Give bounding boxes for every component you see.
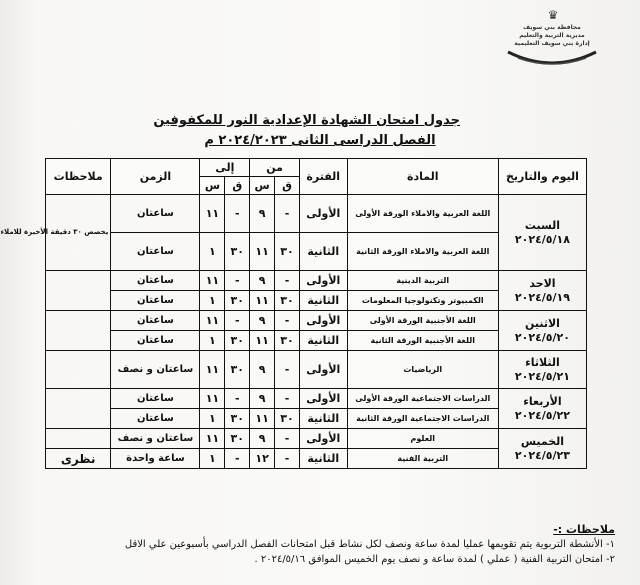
- subject-cell: التربية الفنية: [347, 449, 498, 469]
- page-subtitle: الفصل الدراسى الثانى ٢٠٢٤/٢٠٢٣ م: [204, 133, 436, 148]
- from-hour-cell: ٩: [250, 351, 275, 389]
- from-hour-cell: ١١: [250, 409, 275, 429]
- to-hour-cell: ١: [200, 409, 225, 429]
- from-minute-cell: -: [275, 429, 300, 449]
- duration-cell: ساعتان و نصف: [111, 351, 200, 389]
- day-date: ٢٠٢٤/٥/٢٣: [514, 448, 570, 462]
- footnote-item: ٢- امتحان التربية الفنية ( عملي ) لمدة ساعة و نصف يوم الخميس الموافق ٢٠٢٤/٥/١٦ .: [254, 554, 615, 565]
- duration-cell: ساعتان: [111, 291, 200, 311]
- duration-cell: ساعتان: [111, 389, 200, 409]
- footnotes-title: ملاحظات :-: [553, 523, 615, 536]
- table-row: [46, 311, 587, 331]
- day-date: ٢٠٢٤/٥/١٨: [514, 232, 570, 246]
- logo-line: مديرية التربية والتعليم: [519, 32, 585, 39]
- from-hour-cell: ٩: [250, 311, 275, 331]
- subject-cell: اللغة الأجنبية الورقة الثانية: [347, 331, 498, 351]
- subject-cell: اللغة العربية والاملاء الورقة الثانية: [347, 233, 498, 271]
- day-date: ٢٠٢٤/٥/٢١: [514, 369, 570, 383]
- period-cell: الأولى: [299, 389, 347, 409]
- header-to-minute: ق: [225, 177, 250, 195]
- table-row: [46, 429, 587, 449]
- to-minute-cell: -: [225, 311, 250, 331]
- period-cell: الأولى: [299, 311, 347, 331]
- period-cell: الثانية: [299, 409, 347, 429]
- header-to-hour: س: [200, 177, 225, 195]
- day-date: ٢٠٢٤/٥/٢٠: [514, 330, 570, 344]
- to-minute-cell: ٣٠: [225, 409, 250, 429]
- to-hour-cell: ١: [200, 291, 225, 311]
- from-minute-cell: ٣٠: [275, 331, 300, 351]
- to-hour-cell: ١١: [200, 195, 225, 233]
- duration-cell: ساعتان و نصف: [111, 429, 200, 449]
- header-subject: المادة: [347, 159, 498, 195]
- footnote-item: ١- الأنشطة التربوية يتم تقويمها عمليا لمدة ساعة ونصف لكل نشاط قبل امتحانات الفصل الدراسي بأسبوعين علي الاقل: [124, 539, 615, 550]
- notes-cell: [46, 351, 111, 389]
- from-minute-cell: ٣٠: [275, 409, 300, 429]
- duration-cell: ساعتان: [111, 195, 200, 233]
- from-minute-cell: -: [275, 311, 300, 331]
- header-from-hour: س: [250, 177, 275, 195]
- period-cell: الأولى: [299, 195, 347, 233]
- to-minute-cell: ٣٠: [225, 351, 250, 389]
- period-cell: الأولى: [299, 271, 347, 291]
- subject-cell: الكمبيوتر وتكنولوجيا المعلومات: [347, 291, 498, 311]
- header-notes: ملاحظات: [46, 159, 111, 195]
- duration-cell: ساعتان: [111, 409, 200, 429]
- notes-cell: [46, 389, 111, 429]
- day-name: السبت: [524, 218, 561, 232]
- subject-cell: اللغة الأجنبية الورقة الأولى: [347, 311, 498, 331]
- day-date: ٢٠٢٤/٥/١٩: [514, 290, 570, 304]
- day-cell: [498, 195, 586, 271]
- from-minute-cell: -: [275, 449, 300, 469]
- to-minute-cell: ٣٠: [225, 331, 250, 351]
- notes-cell: [46, 271, 111, 311]
- period-cell: الأولى: [299, 429, 347, 449]
- notes-cell: نظرى: [46, 449, 111, 469]
- duration-cell: ساعتان: [111, 271, 200, 291]
- header-day: اليوم والتاريخ: [498, 159, 586, 195]
- subject-cell: الدراسات الاجتماعية الورقة الثانية: [347, 409, 498, 429]
- to-hour-cell: ١١: [200, 311, 225, 331]
- to-minute-cell: -: [225, 195, 250, 233]
- logo-text: [504, 24, 600, 48]
- from-minute-cell: -: [275, 351, 300, 389]
- day-name: الاثنين: [524, 316, 560, 330]
- from-hour-cell: ١١: [250, 233, 275, 271]
- day-date: ٢٠٢٤/٥/٢٢: [514, 408, 570, 422]
- to-hour-cell: ١١: [200, 351, 225, 389]
- from-hour-cell: ١١: [250, 331, 275, 351]
- from-minute-cell: ٣٠: [275, 233, 300, 271]
- from-hour-cell: ٩: [250, 429, 275, 449]
- day-name: الأربعاء: [523, 394, 562, 408]
- table-row: [46, 271, 587, 291]
- day-cell: [498, 271, 586, 311]
- from-hour-cell: ١١: [250, 291, 275, 311]
- from-hour-cell: ٩: [250, 195, 275, 233]
- subject-cell: الرياضيات: [347, 351, 498, 389]
- exam-schedule-table: [0, 158, 587, 469]
- to-hour-cell: ١١: [200, 429, 225, 449]
- notes-cell: يخصص ٣٠ دقيقة الأخيرة للاملاء: [46, 195, 111, 271]
- to-minute-cell: -: [225, 389, 250, 409]
- to-minute-cell: ٣٠: [225, 429, 250, 449]
- day-name: الثلاثاء: [525, 355, 560, 369]
- to-minute-cell: -: [225, 449, 250, 469]
- header-period: الفترة: [299, 159, 347, 195]
- to-hour-cell: ١١: [200, 389, 225, 409]
- logo-line: إدارة بني سويف التعليمية: [514, 40, 590, 47]
- header-from-minute: ق: [275, 177, 300, 195]
- page-title: جدول امتحان الشهادة الإعدادية النور للمكفوفين: [153, 113, 460, 128]
- header-from: من: [250, 159, 300, 177]
- header-to: إلى: [200, 159, 250, 177]
- period-cell: الثانية: [299, 449, 347, 469]
- subject-cell: التربية الدينية: [347, 271, 498, 291]
- notes-cell: [46, 429, 111, 449]
- footnotes: [40, 522, 615, 567]
- notes-cell: [46, 311, 111, 351]
- duration-cell: ساعة واحدة: [111, 449, 200, 469]
- day-name: الخميس: [520, 434, 565, 448]
- subject-cell: العلوم: [347, 429, 498, 449]
- period-cell: الثانية: [299, 331, 347, 351]
- table-row: [46, 195, 587, 233]
- logo-line: محافظة بني سويف: [523, 24, 581, 31]
- period-cell: الثانية: [299, 233, 347, 271]
- to-hour-cell: ١: [200, 233, 225, 271]
- to-hour-cell: ١: [200, 331, 225, 351]
- duration-cell: ساعتان: [111, 331, 200, 351]
- day-cell: [498, 351, 586, 389]
- day-cell: [498, 311, 586, 351]
- table-row: [46, 351, 587, 389]
- from-hour-cell: ١٢: [250, 449, 275, 469]
- from-hour-cell: ٩: [250, 271, 275, 291]
- to-minute-cell: ٣٠: [225, 291, 250, 311]
- table-row: [46, 389, 587, 409]
- ministry-logo: [504, 8, 600, 70]
- to-minute-cell: -: [225, 271, 250, 291]
- to-hour-cell: ١: [200, 449, 225, 469]
- duration-cell: ساعتان: [111, 233, 200, 271]
- from-minute-cell: ٣٠: [275, 291, 300, 311]
- day-name: الاحد: [529, 276, 556, 290]
- from-minute-cell: -: [275, 195, 300, 233]
- from-minute-cell: -: [275, 389, 300, 409]
- period-cell: الأولى: [299, 351, 347, 389]
- period-cell: الثانية: [299, 291, 347, 311]
- subject-cell: الدراسات الاجتماعية الورقة الأولى: [347, 389, 498, 409]
- day-cell: [498, 429, 586, 469]
- eagle-emblem-icon: ♛: [547, 8, 559, 22]
- from-minute-cell: -: [275, 271, 300, 291]
- subject-cell: اللغة العربية والاملاء الورقة الأولى: [347, 195, 498, 233]
- to-minute-cell: ٣٠: [225, 233, 250, 271]
- duration-cell: ساعتان: [111, 311, 200, 331]
- from-hour-cell: ٩: [250, 389, 275, 409]
- to-hour-cell: ١١: [200, 271, 225, 291]
- day-cell: [498, 389, 586, 429]
- header-time: الزمن: [111, 159, 200, 195]
